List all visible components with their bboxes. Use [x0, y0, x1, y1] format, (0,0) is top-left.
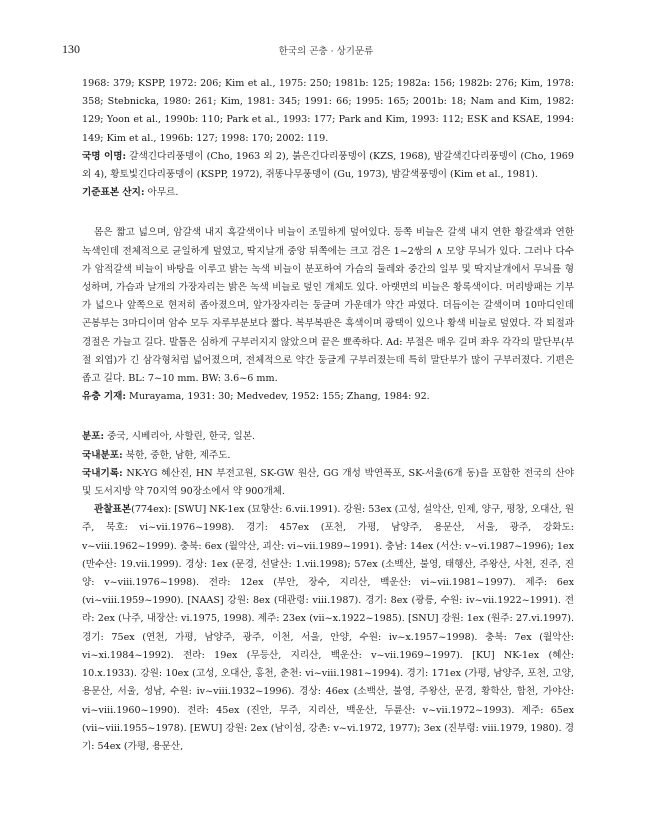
larva-label: 유충 기재: — [82, 391, 126, 403]
examined-specimens-label: 관찰표본 — [94, 504, 132, 516]
examined-specimens-text: (774ex): [SWU] NK-1ex (묘향산: 6.vii.1991). 강원: 53ex (고성, 설악산, 인제, 양구, 평창, 오대산, 원주, 묵호: vi~vii.1976~1998). 경기: 457ex (포천, 가평, 남양주, 용문산, 서울, 광주, 강화도: v~viii.1962~1999). 충북: 6ex (월악산, 괴산: vi~vii.1989~1991). 충남: 14ex (서산: v~vi.1987~1996); 1ex (만수산: 19.vii.1999). 경상: 1ex (문경, 선달산: 1.vii.1998); 57ex (소백산, 불영, 태행산, 주왕산, 사천, 진주, 진양: v~viii.1976~1998). 전라: 12ex (부안, 장수, 지리산, 백운산: vi~vii.1981~1997). 제주: 6ex (vi~viii.1959~1990). [NAAS] 강원: 8ex (대관령: viii.1987). 경기: 8ex (광릉, 수원: iv~vii.1922~1991). 전라: 2ex (나주, 내장산: vi.1975, 1998). 제주: 23ex (vii~x.1922~1985). [SNU] 강원: 1ex (원주: 27.vi.1997). 경기: 75ex (연천, 가평, 남양주, 광주, 이천, 서울, 안양, 수원: iv~x.1957~1998). 충북: 7ex (월악산: vi~xi.1984~1992). 전라: 19ex (무등산, 지리산, 백운산: v~vii.1969~1997). [KU] NK-1ex (혜산: 10.x.1933). 강원: 10ex (고성, 오대산, 홍천, 춘천: vi~viii.1981~1994). 경기: 171ex (가평, 남양주, 포천, 고양, 용문산, 서울, 성남, 수원: iv~viii.1932~1996). 경상: 46ex (소백산, 불영, 주왕산, 문경, 황학산, 합천, 가야산: vi~viii.1960~1990). 전라: 45ex (진안, 무주, 지리산, 백운산, 두륜산: v~vii.1972~1993). 제주: 65ex (vii~viii.1955~1978). [EWU] 강원: 2ex (남이섬, 강촌: v~vi.1972, 1977); 3ex (진부령: viii.1979, 1980). 경기: 54ex (가평, 용문산, — [82, 504, 575, 752]
type-locality-text: 아무르. — [144, 187, 179, 199]
domestic-distribution-text: 북한, 중한, 남한, 제주도. — [122, 449, 231, 461]
domestic-records-text: NK-YG 혜산진, HN 부전고원, SK-GW 원산, GG 개성 박연폭포, SK-서울(6개 동)을 포함한 전국의 산야 및 도서지방 약 70지역 90장소에서 약 900개체. — [82, 467, 574, 498]
domestic-distribution-paragraph — [82, 447, 574, 465]
korean-names-label: 국명 이명: — [82, 150, 127, 162]
running-title: 한국의 곤충 · 상기문류 — [278, 46, 374, 57]
type-locality-label: 기준표본 산지: — [82, 187, 145, 199]
section-gap — [82, 406, 574, 428]
references-paragraph: 1968: 379; KSPP, 1972: 206; Kim et al., 1975: 250; 1981b: 125; 1982a: 156; 1982b: 276; Kim, 1978: 358; Stebnicka, 1980: 261; Kim, 1981: 345; 1991: 66; 1995: 165; 2001b: 18; Nam and Kim, 1982: 129; Yoon et al., 1990b: 110; Park et al., 1993: 177; Park and Kim, 1993: 112; ESK and KSAE, 1994: 149; Kim et al., 1996b: 127; 1998: 170; 2002: 119. — [82, 78, 574, 144]
distribution-paragraph — [82, 428, 574, 446]
type-locality-paragraph — [82, 184, 574, 202]
korean-names-text: 갈색긴다리풍뎅이 (Cho, 1963 외 2), 붉은긴다리풍뎅이 (KZS, 1968), 밤갈색긴다리풍뎅이 (Cho, 1969 외 4), 황토빛긴다리풍뎅이 (KSPP, 1972), 쥐똥나무풍뎅이 (Gu, 1973), 밤갈색풍뎅이 (Kim et al., 1981). — [82, 150, 575, 181]
distribution-text: 중국, 시베리아, 사할린, 한국, 일본. — [104, 431, 256, 443]
larva-text: Murayama, 1931: 30; Medvedev, 1952: 155; Zhang, 1984: 92. — [125, 391, 430, 403]
page-number: 130 — [62, 42, 80, 56]
domestic-records-paragraph — [82, 465, 574, 501]
korean-names-paragraph — [82, 148, 574, 184]
description-paragraph: 몸은 짧고 넓으며, 암갈색 내지 흑갈색이나 비늘이 조밀하게 덮여있다. 등쪽 비늘은 갈색 내지 연한 황갈색과 연한 녹색인데 전체적으로 균일하게 덮였고, 딱지날개 중앙 뒤쪽에는 크고 검은 1~2쌍의 ∧ 모양 무늬가 있다. 그러나 다수가 암적갈색 비늘이 바탕을 이루고 밝는 녹색 비늘이 분포하여 가슴의 둘레와 중간의 일부 및 딱지날개에서 무늬를 형성하며, 가슴과 날개의 가장자리는 밝은 녹색 비늘로 덮인 개체도 있다. 아랫면의 비늘은 황록색이다. 머리방패는 기부가 넓으나 앞쪽으로 현저히 좁아졌으며, 앞가장자리는 둥글며 가운데가 약간 파였다. 더듬이는 갈색이며 10마디인데 곤봉부는 3마디이며 암수 모두 자루부분보다 짧다. 복부복판은 흑색이며 광택이 있으나 황색 비늘로 덮였다. 각 퇴절과 경절은 가늘고 길다. 발톱은 심하게 구부러지지 않았으며 끝은 뾰족하다. Ad: 부절은 매우 길며 좌우 각각의 말단부(부절 외엽)가 긴 삼각형처럼 넓어졌으며, 전체적으로 약간 둥글게 구부러졌는데 특히 말단부가 많이 구부러졌다. 기편은 좁고 길다. BL: 7~10 mm. BW: 3.6~6 mm. — [82, 227, 574, 385]
examined-specimens-paragraph — [82, 501, 574, 756]
page-body — [82, 75, 574, 756]
section-gap — [82, 202, 574, 224]
larva-paragraph — [82, 388, 574, 406]
domestic-records-label: 국내기록: — [82, 467, 123, 479]
page-header — [58, 42, 594, 58]
distribution-label: 분포: — [82, 431, 105, 443]
domestic-distribution-label: 국내분포: — [82, 449, 123, 461]
